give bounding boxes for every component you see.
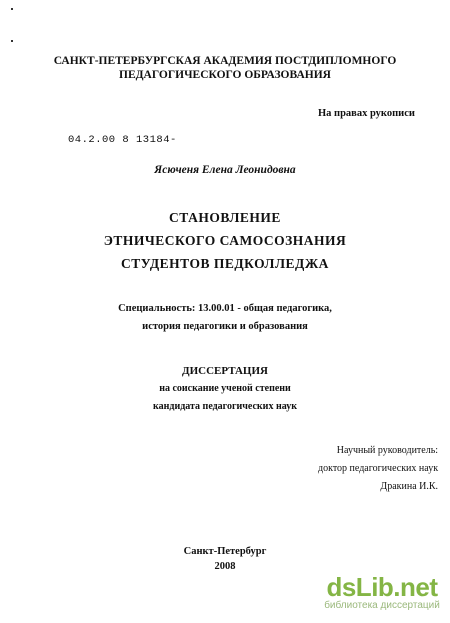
scan-speck xyxy=(11,8,13,10)
title-line-2: ЭТНИЧЕСКОГО САМОСОЗНАНИЯ xyxy=(103,233,347,248)
watermark xyxy=(318,572,446,611)
title-line-1: СТАНОВЛЕНИЕ xyxy=(169,210,281,225)
dissertation-block xyxy=(0,362,450,416)
institution-header xyxy=(0,54,450,82)
institution-line-2: ПЕДАГОГИЧЕСКОГО ОБРАЗОВАНИЯ xyxy=(119,69,331,81)
specialty-line-1: Специальность: 13.00.01 - общая педагогика, xyxy=(118,303,332,314)
city: Санкт-Петербург xyxy=(183,546,267,557)
dissertation-heading: ДИССЕРТАЦИЯ xyxy=(182,365,268,377)
scan-speck xyxy=(11,40,13,42)
specialty-line-2: история педагогики и образования xyxy=(142,321,308,332)
watermark-caption: библиотека диссертаций xyxy=(324,600,440,611)
institution-line-1: САНКТ-ПЕТЕРБУРГСКАЯ АКАДЕМИЯ ПОСТДИПЛОМНОГО xyxy=(53,55,397,67)
year: 2008 xyxy=(214,561,236,572)
archive-number: 04.2.00 8 13184- xyxy=(68,134,177,146)
dissertation-title xyxy=(0,206,450,275)
title-line-3: СТУДЕНТОВ ПЕДКОЛЛЕДЖА xyxy=(121,256,329,271)
advisor-label: Научный руководитель: xyxy=(336,445,439,456)
degree-line-1: на соискание ученой степени xyxy=(159,383,291,394)
specialty-block xyxy=(0,300,450,336)
advisor-degree: доктор педагогических наук xyxy=(318,463,439,474)
watermark-logo: dsLib.net xyxy=(326,572,438,602)
advisor-name: Дракина И.К. xyxy=(380,481,439,492)
rights-note: На правах рукописи xyxy=(318,108,415,119)
advisor-block xyxy=(318,442,438,496)
city-year-block xyxy=(0,544,450,574)
author-name: Ясюченя Елена Леонидовна xyxy=(154,164,296,176)
degree-line-2: кандидата педагогических наук xyxy=(153,401,297,412)
